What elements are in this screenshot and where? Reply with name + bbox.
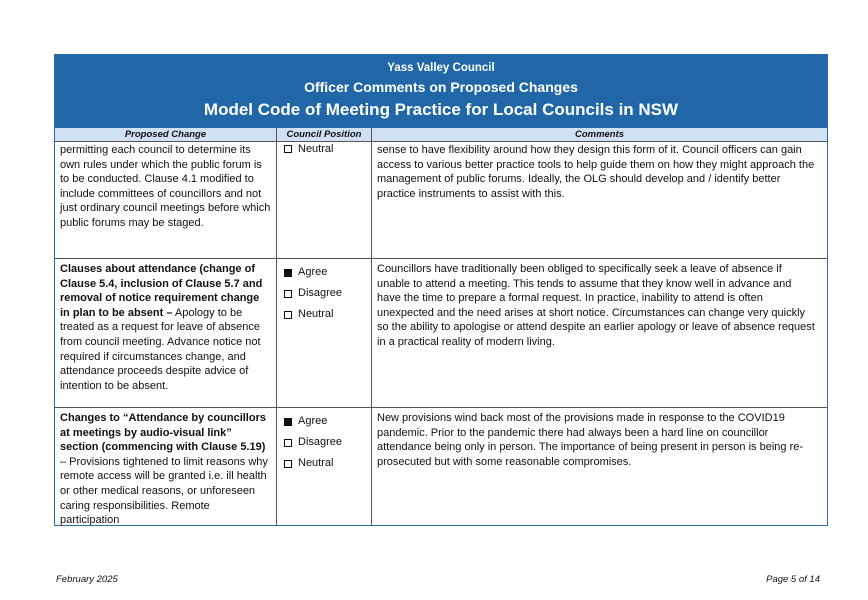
position-label: Neutral xyxy=(298,143,334,155)
document-title: Model Code of Meeting Practice for Local Councils in NSW xyxy=(203,100,679,119)
checkbox-unchecked-icon xyxy=(284,460,292,468)
position-label: Neutral xyxy=(298,457,334,470)
table-row xyxy=(55,407,827,525)
position-option-neutral[interactable] xyxy=(284,453,371,474)
position-label: Agree xyxy=(298,266,328,279)
footer-date: February 2025 xyxy=(56,574,118,585)
position-option-disagree[interactable] xyxy=(284,283,371,304)
position-option-neutral[interactable] xyxy=(284,304,371,325)
proposed-change-cell xyxy=(55,142,277,258)
council-name: Yass Valley Council xyxy=(387,62,495,74)
table-header xyxy=(55,127,827,141)
column-header-comments: Comments xyxy=(574,129,625,140)
proposed-change-cell xyxy=(55,408,277,525)
council-position-cell xyxy=(277,259,372,407)
proposed-change-cell xyxy=(55,259,277,407)
column-header-proposed-change: Proposed Change xyxy=(55,128,277,141)
proposed-change-text: permitting each council to determine its own rules under which the public forum is to be conducted. Clause 4.1 modified to include committees of councillors and not just ordinary council meetings before which public forums may be staged. xyxy=(60,144,271,229)
council-position-cell xyxy=(277,142,372,258)
checkbox-unchecked-icon xyxy=(284,145,292,153)
comment-cell: sense to have flexibility around how they design this form of it. Council officers can gain access to various better practice tools to help guide them on how they might approach the management of public forums. Ideally, the OLG should develop and / identify better practice instruments to assist with this. xyxy=(377,144,815,200)
document-subtitle: Officer Comments on Proposed Changes xyxy=(304,79,578,95)
checkbox-checked-icon xyxy=(284,269,292,277)
position-label: Disagree xyxy=(298,436,343,449)
position-label: Disagree xyxy=(298,287,343,300)
column-header-council-position: Council Position xyxy=(277,128,372,141)
position-option-agree[interactable] xyxy=(284,262,371,283)
proposed-change-text: – Provisions tightened to limit reasons why remote access will be granted i.e. ill health or other medical reasons, or unforeseen caring responsibilities. Remote participation xyxy=(60,455,268,527)
position-label: Neutral xyxy=(298,308,334,321)
council-position-cell xyxy=(277,408,372,525)
table-row xyxy=(55,141,827,258)
position-option-neutral[interactable] xyxy=(284,142,371,157)
checkbox-unchecked-icon xyxy=(284,290,292,298)
checkbox-checked-icon xyxy=(284,418,292,426)
table-row xyxy=(55,258,827,407)
checkbox-unchecked-icon xyxy=(284,439,292,447)
checkbox-unchecked-icon xyxy=(284,311,292,319)
proposed-change-heading: Changes to “Attendance by councillors at meetings by audio-visual link” section (commencing with Clause 5.19) xyxy=(60,412,266,454)
proposed-change-text: Apology to be treated as a request for leave of absence from council meeting. Advance notice not required if circumstances change, and attendance proceeds despite advice of intention to be absent. xyxy=(60,306,261,392)
proposed-change-heading: Clauses about attendance (change of Clause 5.4, inclusion of Clause 5.7 and removal of notice requirement change in plan to be absent – xyxy=(60,263,263,319)
position-option-disagree[interactable] xyxy=(284,432,371,453)
comments-table xyxy=(54,54,828,526)
table-banner xyxy=(55,55,827,127)
position-label: Agree xyxy=(298,415,328,428)
comment-cell: Councillors have traditionally been obliged to specifically seek a leave of absence if unable to attend a meeting. This tends to assume that they know well in advance and have the time to prepare a formal request. In practice, inability to attend is often unexpected and the need arises at short notice. Circumstances can change very quickly so the ability to apologise or attend despite an earlier apology or leave of absence request in a practical reality of modern living. xyxy=(377,263,815,348)
comment-cell: New provisions wind back most of the provisions made in response to the COVID19 pandemic. Prior to the pandemic there had always been a hard line on councillor attendance being only in person. The importance of being present in person is being re-prosecuted but with some reasonable compromises. xyxy=(377,412,804,468)
footer-page-number: Page 5 of 14 xyxy=(766,574,820,585)
position-option-agree[interactable] xyxy=(284,411,371,432)
